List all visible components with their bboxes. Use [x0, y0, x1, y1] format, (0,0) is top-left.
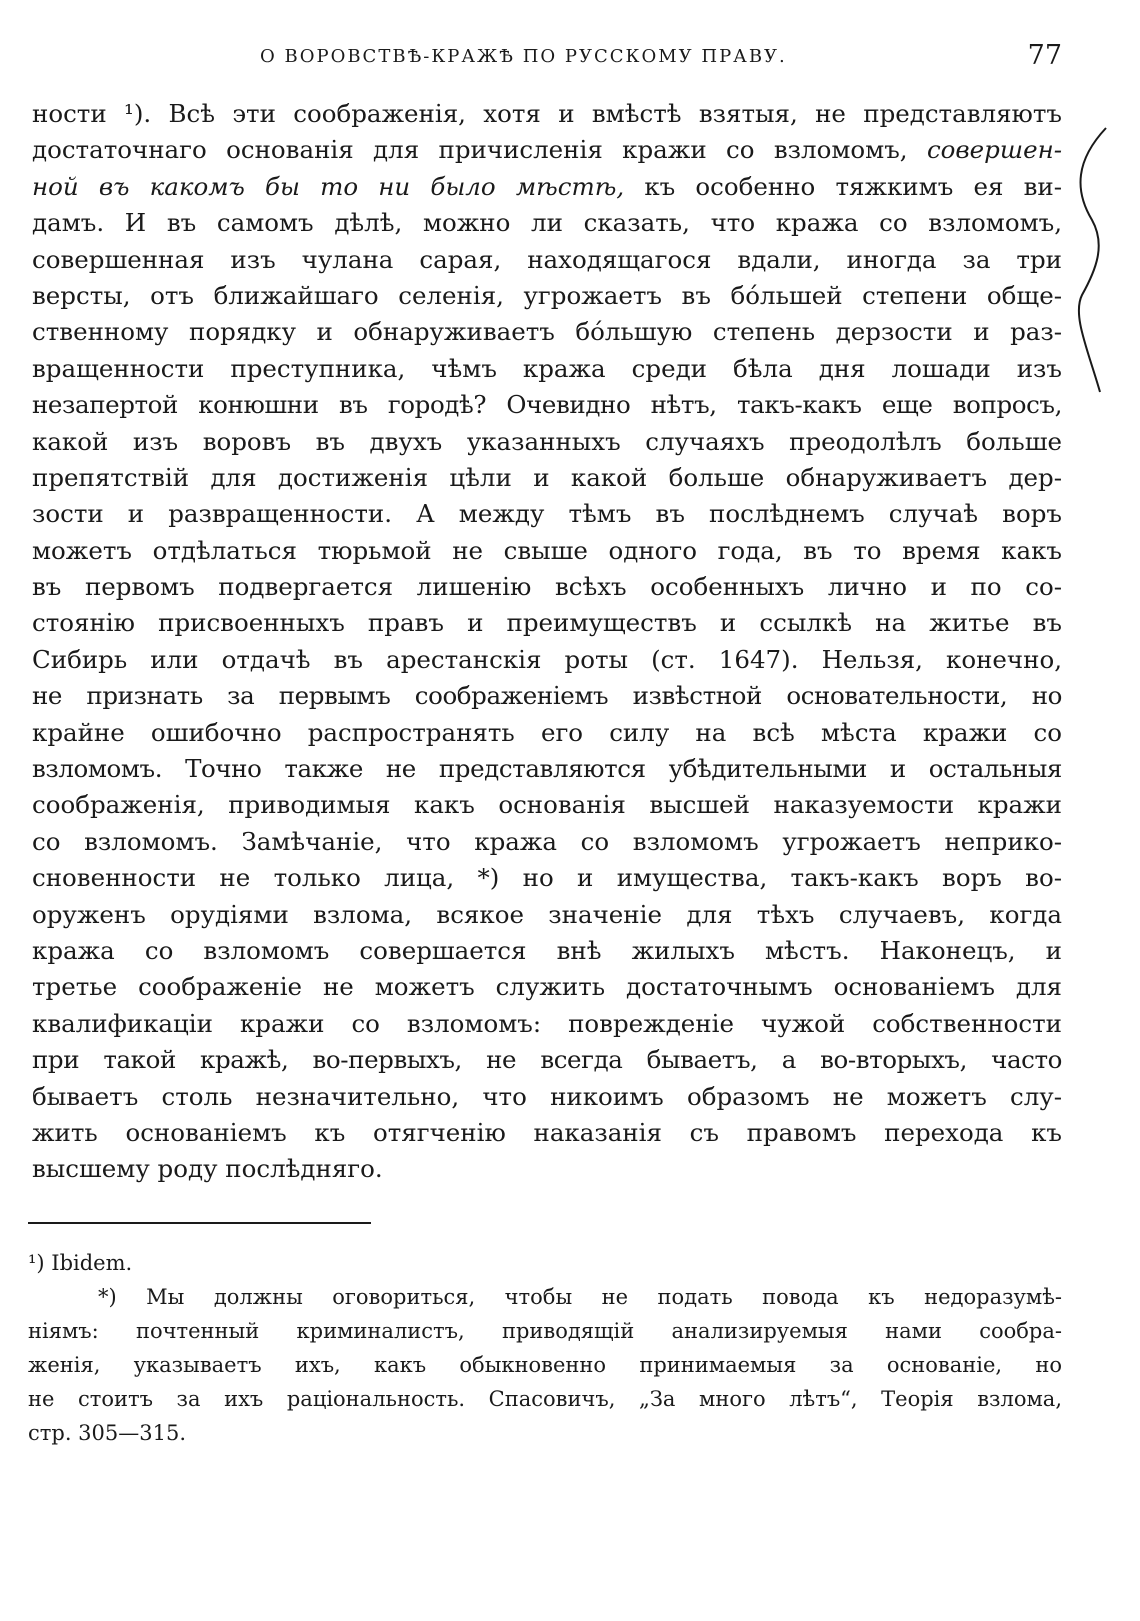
- footnote-line: не стоитъ за ихъ раціональность. Спасовичъ, „За много лѣтъ“, Теорія взлома,: [28, 1387, 1062, 1411]
- text-line: въ первомъ подвергается лишенію всѣхъ особенныхъ лично и по со-: [32, 572, 1062, 602]
- text-line: не признать за первымъ соображеніемъ извѣстной основательности, но: [32, 681, 1062, 711]
- text-line: дамъ. И въ самомъ дѣлѣ, можно ли сказать, что кража со взломомъ,: [32, 208, 1062, 238]
- text-line: стоянію присвоенныхъ правъ и преимуществъ и ссылкѣ на житье въ: [32, 608, 1062, 638]
- footnote-line: *) Мы должны оговориться, чтобы не подать повода къ недоразумѣ-: [98, 1285, 1062, 1309]
- text-line: зости и развращенности. А между тѣмъ въ послѣднемъ случаѣ воръ: [32, 499, 1062, 529]
- text-line: совершенная изъ чулана сарая, находящагося вдали, иногда за три: [32, 244, 1062, 274]
- footnotes: [28, 1246, 1062, 1450]
- text-line: ственному порядку и обнаруживаетъ бóльшую степень дерзости и раз-: [32, 317, 1062, 347]
- text-line: крайне ошибочно распространять его силу на всѣ мѣста кражи со: [32, 717, 1062, 747]
- text-line: [32, 169, 1062, 205]
- main-text: [32, 96, 1062, 1188]
- text-line: вращенности преступника, чѣмъ кража среди бѣла дня лошади изъ: [32, 353, 1062, 383]
- text-line: жить основаніемъ къ отягченію наказанія съ правомъ перехода къ: [32, 1117, 1062, 1147]
- text-line: высшему роду послѣдняго.: [32, 1154, 383, 1184]
- text-line: соображенія, приводимыя какъ основанія высшей наказуемости кражи: [32, 790, 1062, 820]
- page-number: 77: [1027, 40, 1062, 71]
- text-line: при такой кражѣ, во-первыхъ, не всегда бываетъ, а во-вторыхъ, часто: [32, 1045, 1062, 1075]
- text-line: [32, 132, 1062, 168]
- footnote-line: женія, указываетъ ихъ, какъ обыкновенно принимаемыя за основаніе, но: [28, 1353, 1062, 1377]
- footnote-divider: [28, 1222, 371, 1224]
- text-line: Сибирь или отдачѣ въ арестанскія роты (ст. 1647). Нельзя, конечно,: [32, 644, 1062, 674]
- running-title: О ВОРОВСТВѢ-КРАЖѢ ПО РУССКОМУ ПРАВУ.: [260, 46, 787, 67]
- text-line: третье соображеніе не можетъ служить достаточнымъ основаніемъ для: [32, 972, 1062, 1002]
- text-line: сновенности не только лица, *) но и имущества, такъ-какъ воръ во-: [32, 863, 1062, 893]
- text-line: ности ¹). Всѣ эти соображенія, хотя и вмѣстѣ взятыя, не представляютъ: [32, 99, 1062, 128]
- text-line: бываетъ столь незначительно, что никоимъ образомъ не можетъ слу-: [32, 1081, 1062, 1111]
- footnote-line: стр. 305—315.: [28, 1421, 187, 1445]
- text-line: взломомъ. Точно также не представляются убѣдительными и остальныя: [32, 754, 1062, 784]
- text-line: какой изъ воровъ въ двухъ указанныхъ случаяхъ преодолѣлъ больше: [32, 426, 1062, 456]
- italic-span: совершен-: [926, 135, 1062, 165]
- text-line: со взломомъ. Замѣчаніе, что кража со взломомъ угрожаетъ неприко-: [32, 826, 1062, 856]
- footnote-line: ¹) Ibidem.: [28, 1251, 133, 1275]
- text-line: квалификаціи кражи со взломомъ: поврежденіе чужой собственности: [32, 1008, 1062, 1038]
- italic-span: ной въ какомъ бы то ни было мѣстѣ,: [32, 171, 625, 201]
- text-line: оруженъ орудіями взлома, всякое значеніе для тѣхъ случаевъ, когда: [32, 899, 1062, 929]
- text-span: достаточнаго основанія для причисленія кражи со взломомъ,: [32, 135, 908, 165]
- handwritten-margin-bracket: [1062, 120, 1122, 400]
- text-line: можетъ отдѣлаться тюрьмой не свыше одного года, въ то время какъ: [32, 535, 1062, 565]
- text-line: незапертой конюшни въ городѣ? Очевидно нѣтъ, такъ-какъ еще вопросъ,: [32, 390, 1062, 420]
- text-line: препятствій для достиженія цѣли и какой больше обнаруживаетъ дер-: [32, 462, 1062, 492]
- text-line: кража со взломомъ совершается внѣ жилыхъ мѣстъ. Наконецъ, и: [32, 935, 1062, 965]
- footnote-line: ніямъ: почтенный криминалистъ, приводящій анализируемыя нами сообра-: [28, 1319, 1062, 1343]
- text-span: къ особенно тяжкимъ ея ви-: [644, 171, 1062, 201]
- text-line: версты, отъ ближайшаго селенія, угрожаетъ въ бóльшей степени обще-: [32, 280, 1062, 310]
